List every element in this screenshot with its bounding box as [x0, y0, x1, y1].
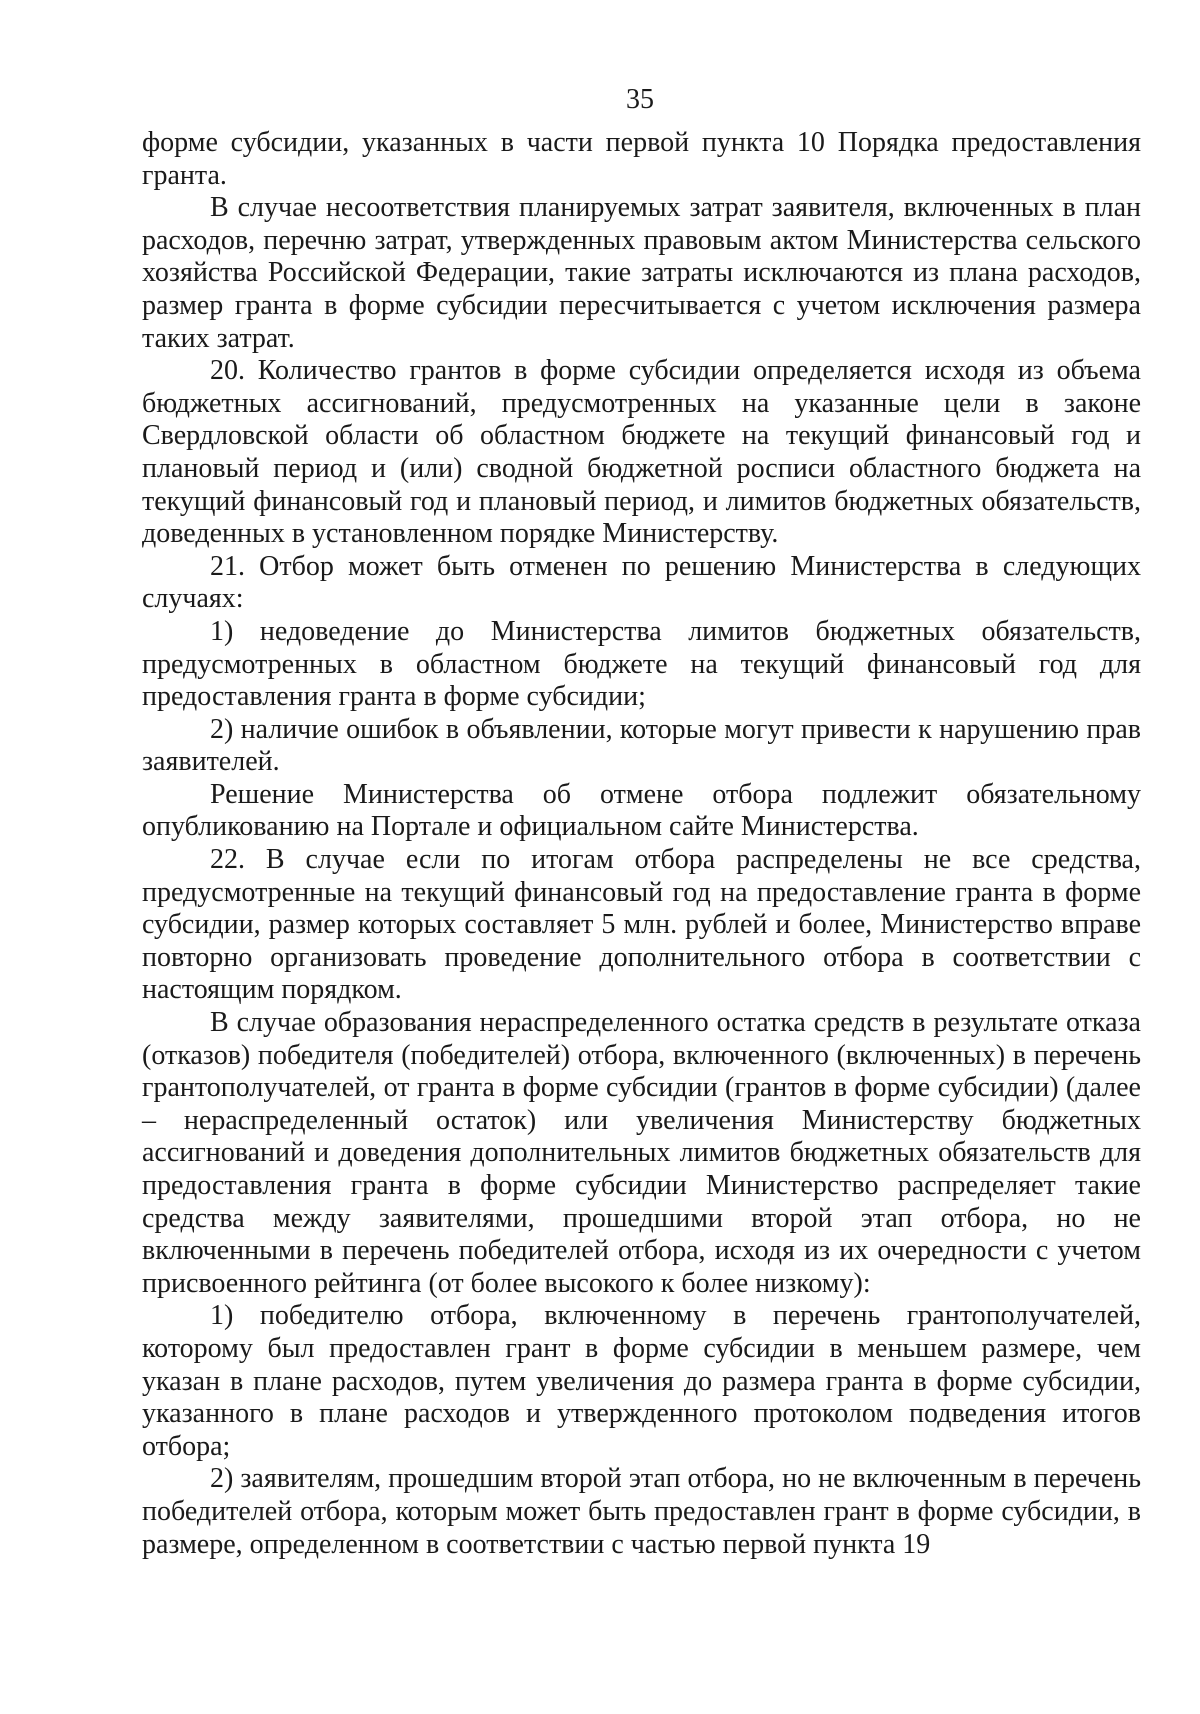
- page-number: 35: [626, 84, 654, 115]
- document-body: [142, 127, 1141, 1561]
- paragraph-continuation: форме субсидии, указанных в части первой пункта 10 Порядка предоставления гранта.: [142, 127, 1141, 191]
- paragraph-item-22: 22. В случае если по итогам отбора распределены не все средства, предусмотренные на текущий финансовый год на предоставление гранта в форме субсидии, размер которых составляет 5 млн. рублей и более, Министерство вправе повторно организовать проведение дополнительного отбора в соответствии с настоящим порядком.: [142, 844, 1141, 1006]
- paragraph-unallocated-balance: В случае образования нераспределенного остатка средств в результате отказа (отказов) победителя (победителей) отбора, включенного (включенных) в перечень грантополучателей, от гранта в форме субсидии (грантов в форме субсидии) (далее – нераспределенный остаток) или увеличения Министерству бюджетных ассигнований и доведения дополнительных лимитов бюджетных обязательств для предоставления гранта в форме субсидии Министерство распределяет такие средства между заявителями, прошедшими второй этап отбора, но не включенными в перечень победителей отбора, исходя из их очередности с учетом присвоенного рейтинга (от более высокого к более низкому):: [142, 1007, 1141, 1299]
- paragraph-cancellation-decision: Решение Министерства об отмене отбора подлежит обязательному опубликованию на Портале и официальном сайте Министерства.: [142, 778, 1141, 843]
- paragraph-item-21: 21. Отбор может быть отменен по решению Министерства в следующих случаях:: [142, 550, 1141, 615]
- paragraph-item-21-sub-1: 1) недоведение до Министерства лимитов бюджетных обязательств, предусмотренных в областном бюджете на текущий финансовый год для предоставления гранта в форме субсидии;: [142, 615, 1141, 713]
- paragraph-balance-sub-1: 1) победителю отбора, включенному в перечень грантополучателей, которому был предоставлен грант в форме субсидии в меньшем размере, чем указан в плане расходов, путем увеличения до размера гранта в форме субсидии, указанного в плане расходов и утвержденного протоколом подведения итогов отбора;: [142, 1300, 1141, 1462]
- paragraph-item-20: 20. Количество грантов в форме субсидии определяется исходя из объема бюджетных ассигнований, предусмотренных на указанные цели в законе Свердловской области об областном бюджете на текущий финансовый год и плановый период и (или) сводной бюджетной росписи областного бюджета на текущий финансовый год и плановый период, и лимитов бюджетных обязательств, доведенных в установленном порядке Министерству.: [142, 355, 1141, 550]
- paragraph-item-21-sub-2: 2) наличие ошибок в объявлении, которые могут привести к нарушению прав заявителей.: [142, 713, 1141, 778]
- paragraph-cost-mismatch: В случае несоответствия планируемых затрат заявителя, включенных в план расходов, перечню затрат, утвержденных правовым актом Министерства сельского хозяйства Российской Федерации, такие затраты исключаются из плана расходов, размер гранта в форме субсидии пересчитывается с учетом исключения размера таких затрат.: [142, 192, 1141, 354]
- paragraph-balance-sub-2: 2) заявителям, прошедшим второй этап отбора, но не включенным в перечень победителей отбора, которым может быть предоставлен грант в форме субсидии, в размере, определенном в соответствии с частью первой пункта 19: [142, 1463, 1141, 1560]
